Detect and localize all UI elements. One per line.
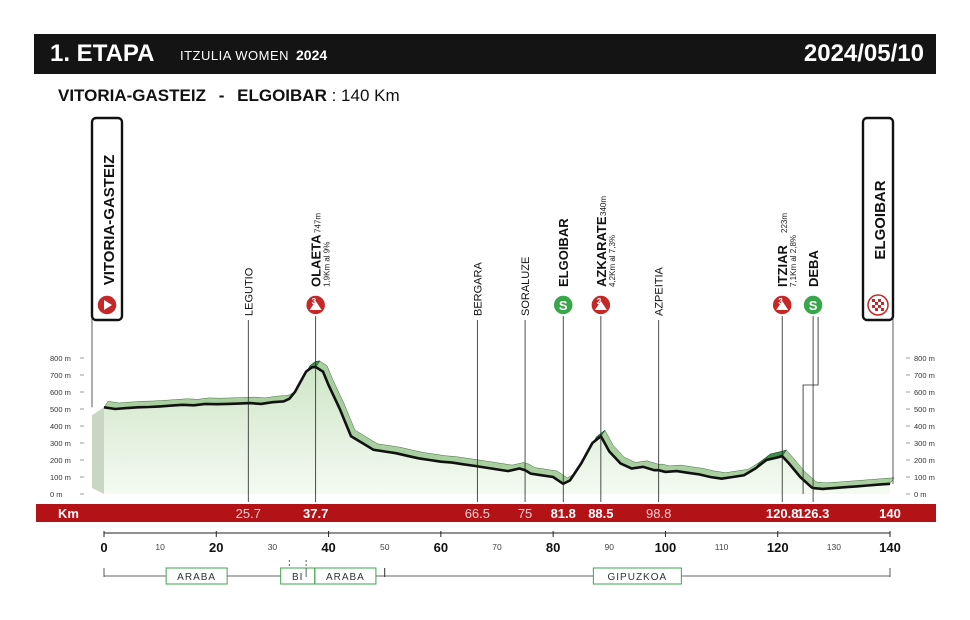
x-tick-major: 40 [321,540,336,555]
climb-category: 3 [311,297,317,306]
route-start: VITORIA-GASTEIZ [58,86,206,105]
x-tick-minor: 10 [155,542,165,552]
town-label: SORALUZE [520,256,533,316]
point-name: ELGOIBAR [556,218,572,287]
x-tick-major: 60 [433,540,449,555]
km-bar-value: 88.5 [588,506,614,521]
y-tick-right: 800 m [914,354,935,363]
race-name: ITZULIA WOMEN [180,48,290,63]
point-detail: 747m [313,212,323,233]
y-tick-right: 400 m [914,422,935,431]
y-tick-left: 600 m [50,388,71,397]
finish-flag-cell [875,302,878,305]
y-tick-right: 300 m [914,439,935,448]
x-tick-minor: 130 [826,542,841,552]
climb-category: 2 [596,297,602,306]
x-tick-minor: 30 [267,542,278,552]
y-tick-right: 500 m [914,405,935,414]
km-bar-value: 140 [879,506,901,521]
point-detail: 223m [780,212,790,233]
km-bar-value: 126.3 [796,506,830,521]
y-tick-right: 0 m [914,490,927,499]
point-name: OLAETA [308,234,324,287]
region-name: GIPUZKOA [607,572,668,583]
route-separator: - [218,86,225,105]
km-bar-value: 37.7 [303,506,329,521]
region-name: ARABA [177,572,217,583]
finish-flag-cell [872,299,875,302]
finish-flag-cell [872,305,875,308]
km-bar-value: 98.8 [646,506,672,521]
finish-flag-cell [881,302,884,305]
km-bar-value: 120.8 [765,506,799,521]
y-tick-left: 400 m [50,422,71,431]
x-tick-major: 140 [879,540,901,555]
x-tick-major: 100 [654,540,677,555]
sprint-glyph: S [558,298,568,313]
y-tick-left: 300 m [50,439,71,448]
y-tick-left: 500 m [50,405,71,414]
profile-side-face [92,407,104,494]
point-detail-2: 1,9Km al 9% [322,241,332,287]
finish-flag-cell [878,299,881,302]
sprint-glyph: S [808,298,818,313]
km-bar-label: Km [58,506,79,521]
y-tick-right: 100 m [914,473,935,482]
town-label: AZPEITIA [653,267,666,316]
town-label: LEGUTIO [243,267,256,316]
km-bar-value: 66.5 [464,506,491,521]
y-tick-left: 100 m [50,473,71,482]
point-name: ITZIAR [775,245,791,287]
route-distance: : 140 Km [331,86,400,105]
y-tick-left: 200 m [50,456,71,465]
region-name: ARABA [325,572,365,583]
elevation-area [104,367,890,494]
x-tick-minor: 50 [379,542,390,552]
x-tick-major: 0 [100,540,108,555]
start-banner-text: VITORIA-GASTEIZ [101,154,118,286]
point-name: AZKARATE [593,216,609,287]
km-bar-value: 75 [517,506,533,521]
y-tick-right: 600 m [914,388,935,397]
y-tick-left: 800 m [50,354,71,363]
x-tick-major: 80 [545,540,561,555]
stage-title: 1. ETAPA [50,40,155,67]
km-bar-value: 25.7 [235,506,261,521]
x-tick-minor: 70 [492,542,502,552]
region-name: BI [291,572,304,583]
point-detail: 340m [598,195,608,216]
x-tick-major: 120 [766,540,789,555]
y-tick-right: 700 m [914,371,935,380]
finish-flag-cell [878,305,881,308]
deba-connector [803,317,818,494]
y-tick-right: 200 m [914,456,935,465]
km-bar-value: 81.8 [550,506,576,521]
point-detail-2: 4,2Km al 7,3% [607,234,617,287]
x-tick-minor: 110 [714,542,729,552]
point-detail-2: 7,1Km al 2,8% [789,234,799,287]
point-name: DEBA [806,250,822,287]
race-date: 2024/05/10 [803,40,924,67]
climb-category: 3 [778,297,783,306]
route-finish: ELGOIBAR [237,86,327,105]
finish-flag-cell [881,308,884,311]
x-tick-minor: 90 [604,542,615,552]
y-tick-left: 700 m [50,371,71,380]
y-tick-left: 0 m [50,490,63,499]
finish-banner-text: ELGOIBAR [872,180,889,260]
finish-flag-cell [875,308,878,311]
race-year: 2024 [296,47,328,63]
x-tick-major: 20 [209,540,224,555]
town-label: BERGARA [472,262,485,316]
